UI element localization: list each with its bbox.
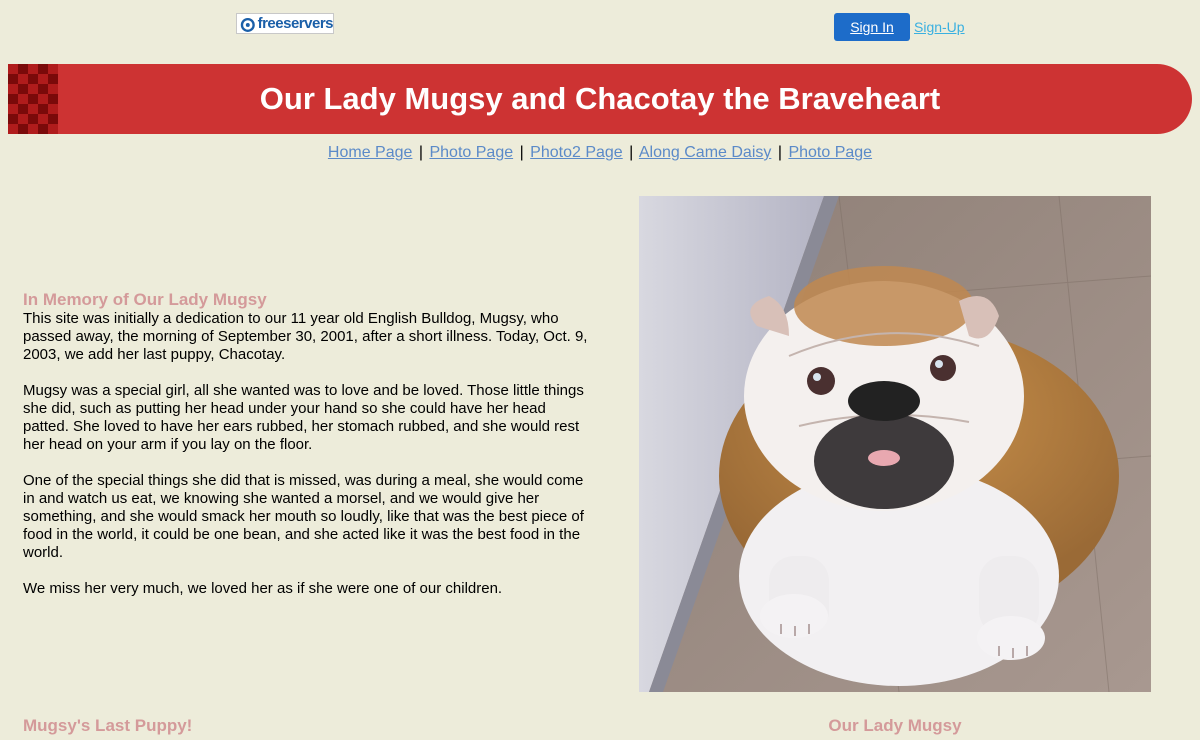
freeservers-logo-icon — [240, 16, 256, 32]
memory-section — [23, 290, 595, 616]
logo-text: freeservers — [257, 15, 333, 32]
sign-in-button[interactable]: Sign In — [834, 13, 910, 41]
nav-home-page[interactable]: Home Page — [327, 144, 413, 161]
memory-heading: In Memory of Our Lady Mugsy — [23, 290, 267, 309]
our-lady-mugsy-heading: Our Lady Mugsy — [828, 716, 962, 735]
nav-separator: | — [519, 144, 524, 161]
page-title: Our Lady Mugsy and Chacotay the Braveheart — [259, 81, 941, 116]
memory-paragraph: One of the special things she did that is missed, was during a meal, she would come in and watch us eat, we knowing she wanted a morsel, and we would give her something, and she would smack her mouth so loudly, like that was the best piece of food in the world, it could be one bean, and she acted like it was the best food in the world. — [23, 472, 584, 561]
nav-photo2-page[interactable]: Photo2 Page — [530, 144, 623, 161]
nav-photo-page[interactable]: Photo Page — [429, 144, 514, 161]
memory-paragraph: This site was initially a dedication to our 11 year old English Bulldog, Mugsy, who passed away, the morning of September 30, 2001, after a short illness. Today, Oct. 9, 2003, we add her last puppy, Chacotay. — [23, 310, 588, 363]
nav-along-came-daisy[interactable]: Along Came Daisy — [638, 144, 772, 161]
nav-separator: | — [777, 144, 782, 161]
memory-paragraph: Mugsy was a special girl, all she wanted was to love and be loved. Those little things she did, such as putting her head under your hand so she could have her head patted. She loved to have her ears rubbed, her stomach rubbed, and she would rest her head on your arm if you lay on the floor. — [23, 382, 584, 453]
nav-separator: | — [418, 144, 424, 161]
bulldog-photo — [639, 196, 1151, 692]
freeservers-logo[interactable] — [236, 13, 334, 34]
nav-photo-page-2[interactable]: Photo Page — [788, 144, 873, 161]
last-puppy-heading: Mugsy's Last Puppy! — [23, 716, 193, 735]
bulldog-illustration — [639, 196, 1151, 692]
nav-separator: | — [629, 144, 634, 161]
sign-up-link[interactable]: Sign-Up — [914, 19, 965, 35]
memory-paragraph: We miss her very much, we loved her as if she were one of our children. — [23, 580, 503, 597]
nav-links — [0, 144, 1200, 162]
